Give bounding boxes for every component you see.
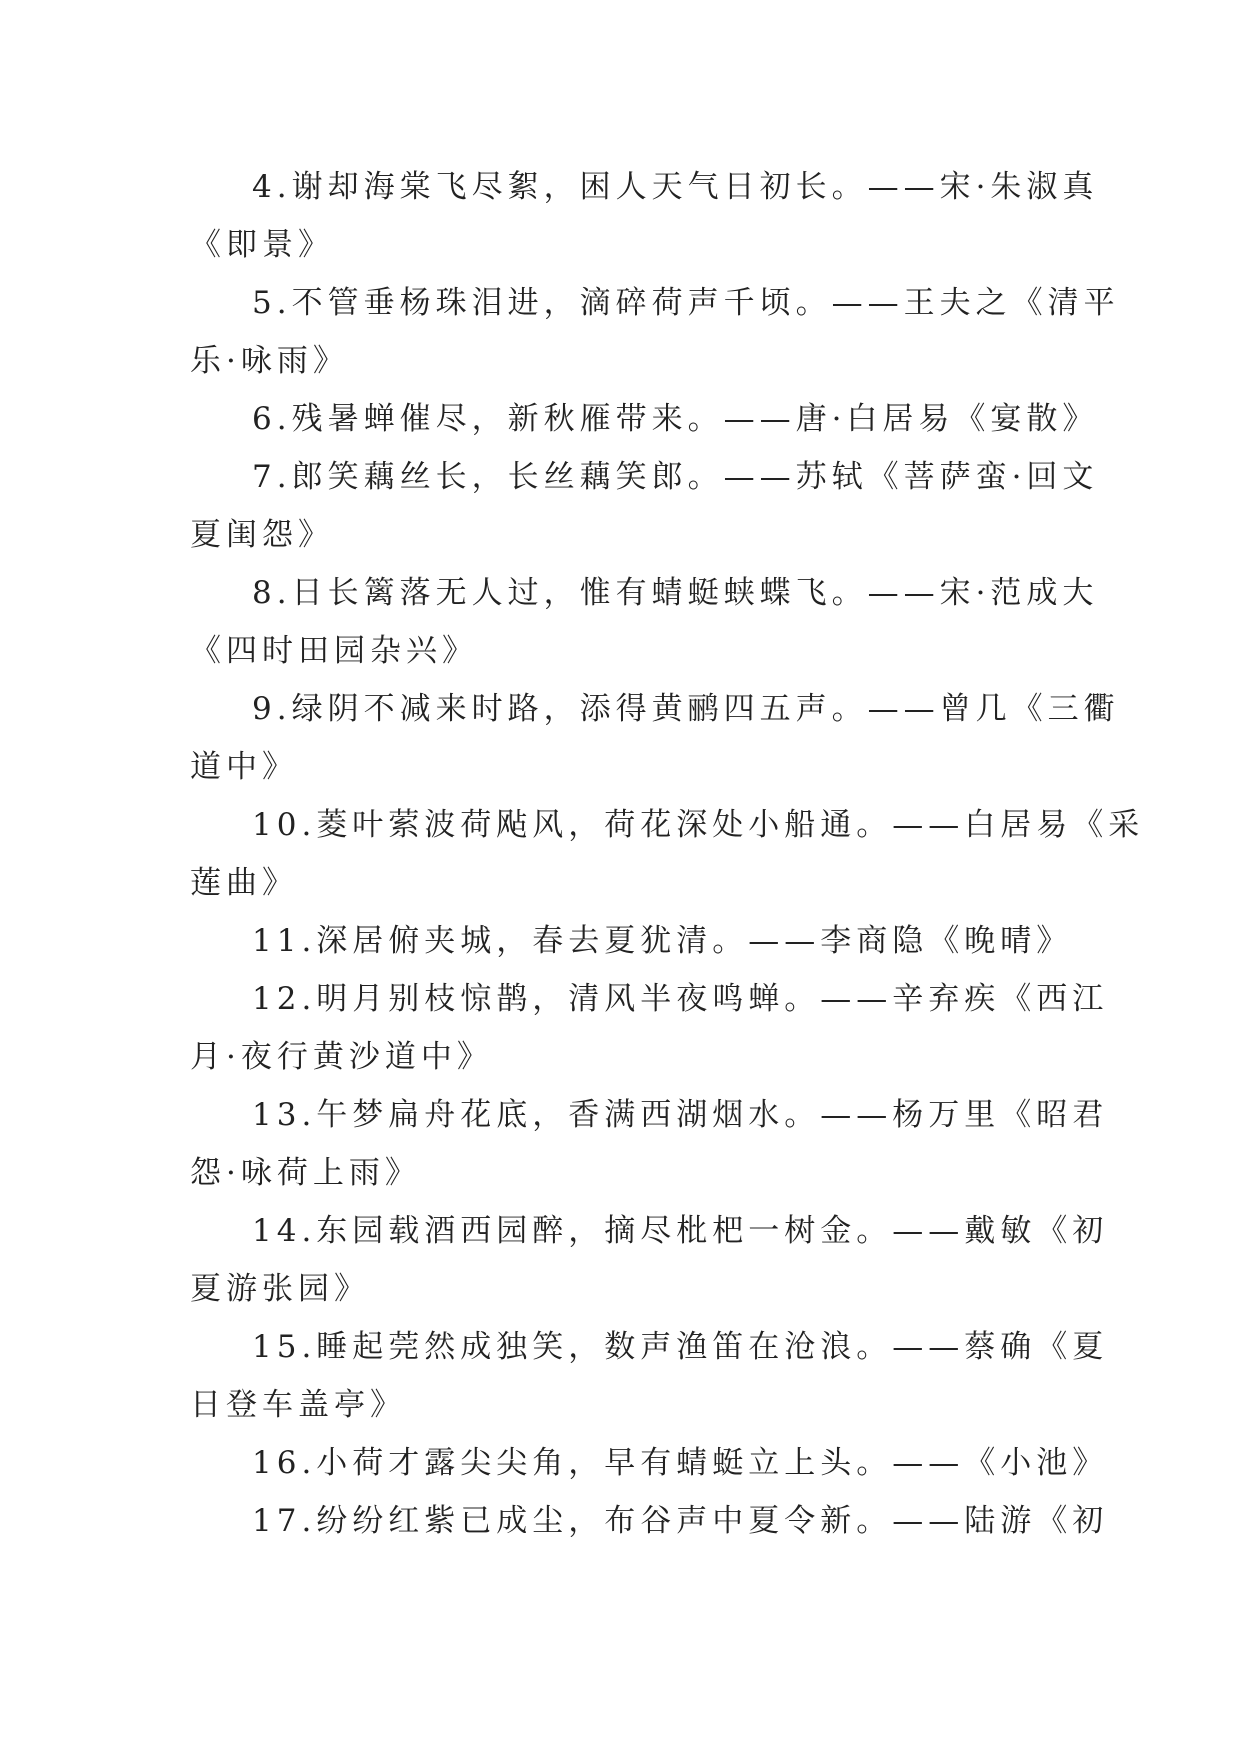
poem-line: 9.绿阴不减来时路，添得黄鹂四五声。——曾几《三衢 xyxy=(252,691,1120,727)
poem-line: 夏游张园》 xyxy=(190,1271,370,1307)
poem-line: 11.深居俯夹城，春去夏犹清。——李商隐《晚晴》 xyxy=(252,923,1073,959)
poem-line: 17.纷纷红紫已成尘，布谷声中夏令新。——陆游《初 xyxy=(252,1503,1109,1539)
poem-line: 5.不管垂杨珠泪进，滴碎荷声千顷。——王夫之《清平 xyxy=(252,285,1120,321)
poem-line: 乐·咏雨》 xyxy=(190,343,349,379)
poem-line: 16.小荷才露尖尖角，早有蜻蜓立上头。——《小池》 xyxy=(252,1445,1109,1481)
poem-line: 7.郎笑藕丝长，长丝藕笑郎。——苏轼《菩萨蛮·回文 xyxy=(252,459,1099,495)
poem-line: 《即景》 xyxy=(190,227,334,263)
poem-line: 4.谢却海棠飞尽絮，困人天气日初长。——宋·朱淑真 xyxy=(252,169,1099,205)
poem-line: 15.睡起莞然成独笑，数声渔笛在沧浪。——蔡确《夏 xyxy=(252,1329,1109,1365)
poem-line: 14.东园载酒西园醉，摘尽枇杷一树金。——戴敏《初 xyxy=(252,1213,1109,1249)
poem-line: 道中》 xyxy=(190,749,298,785)
poem-line: 日登车盖亭》 xyxy=(190,1387,406,1423)
poem-line: 莲曲》 xyxy=(190,865,298,901)
poem-line: 怨·咏荷上雨》 xyxy=(190,1155,421,1191)
poem-line: 12.明月别枝惊鹊，清风半夜鸣蝉。——辛弃疾《西江 xyxy=(252,981,1109,1017)
poem-line: 13.午梦扁舟花底，香满西湖烟水。——杨万里《昭君 xyxy=(252,1097,1109,1133)
poem-line: 《四时田园杂兴》 xyxy=(190,633,478,669)
poem-line: 8.日长篱落无人过，惟有蜻蜓蛱蝶飞。——宋·范成大 xyxy=(252,575,1099,611)
poem-line: 6.残暑蝉催尽，新秋雁带来。——唐·白居易《宴散》 xyxy=(252,401,1099,437)
poem-line: 10.菱叶萦波荷飐风，荷花深处小船通。——白居易《采 xyxy=(252,807,1145,843)
poem-line: 月·夜行黄沙道中》 xyxy=(190,1039,493,1075)
poem-list xyxy=(190,158,1145,1550)
poem-line: 夏闺怨》 xyxy=(190,517,334,553)
